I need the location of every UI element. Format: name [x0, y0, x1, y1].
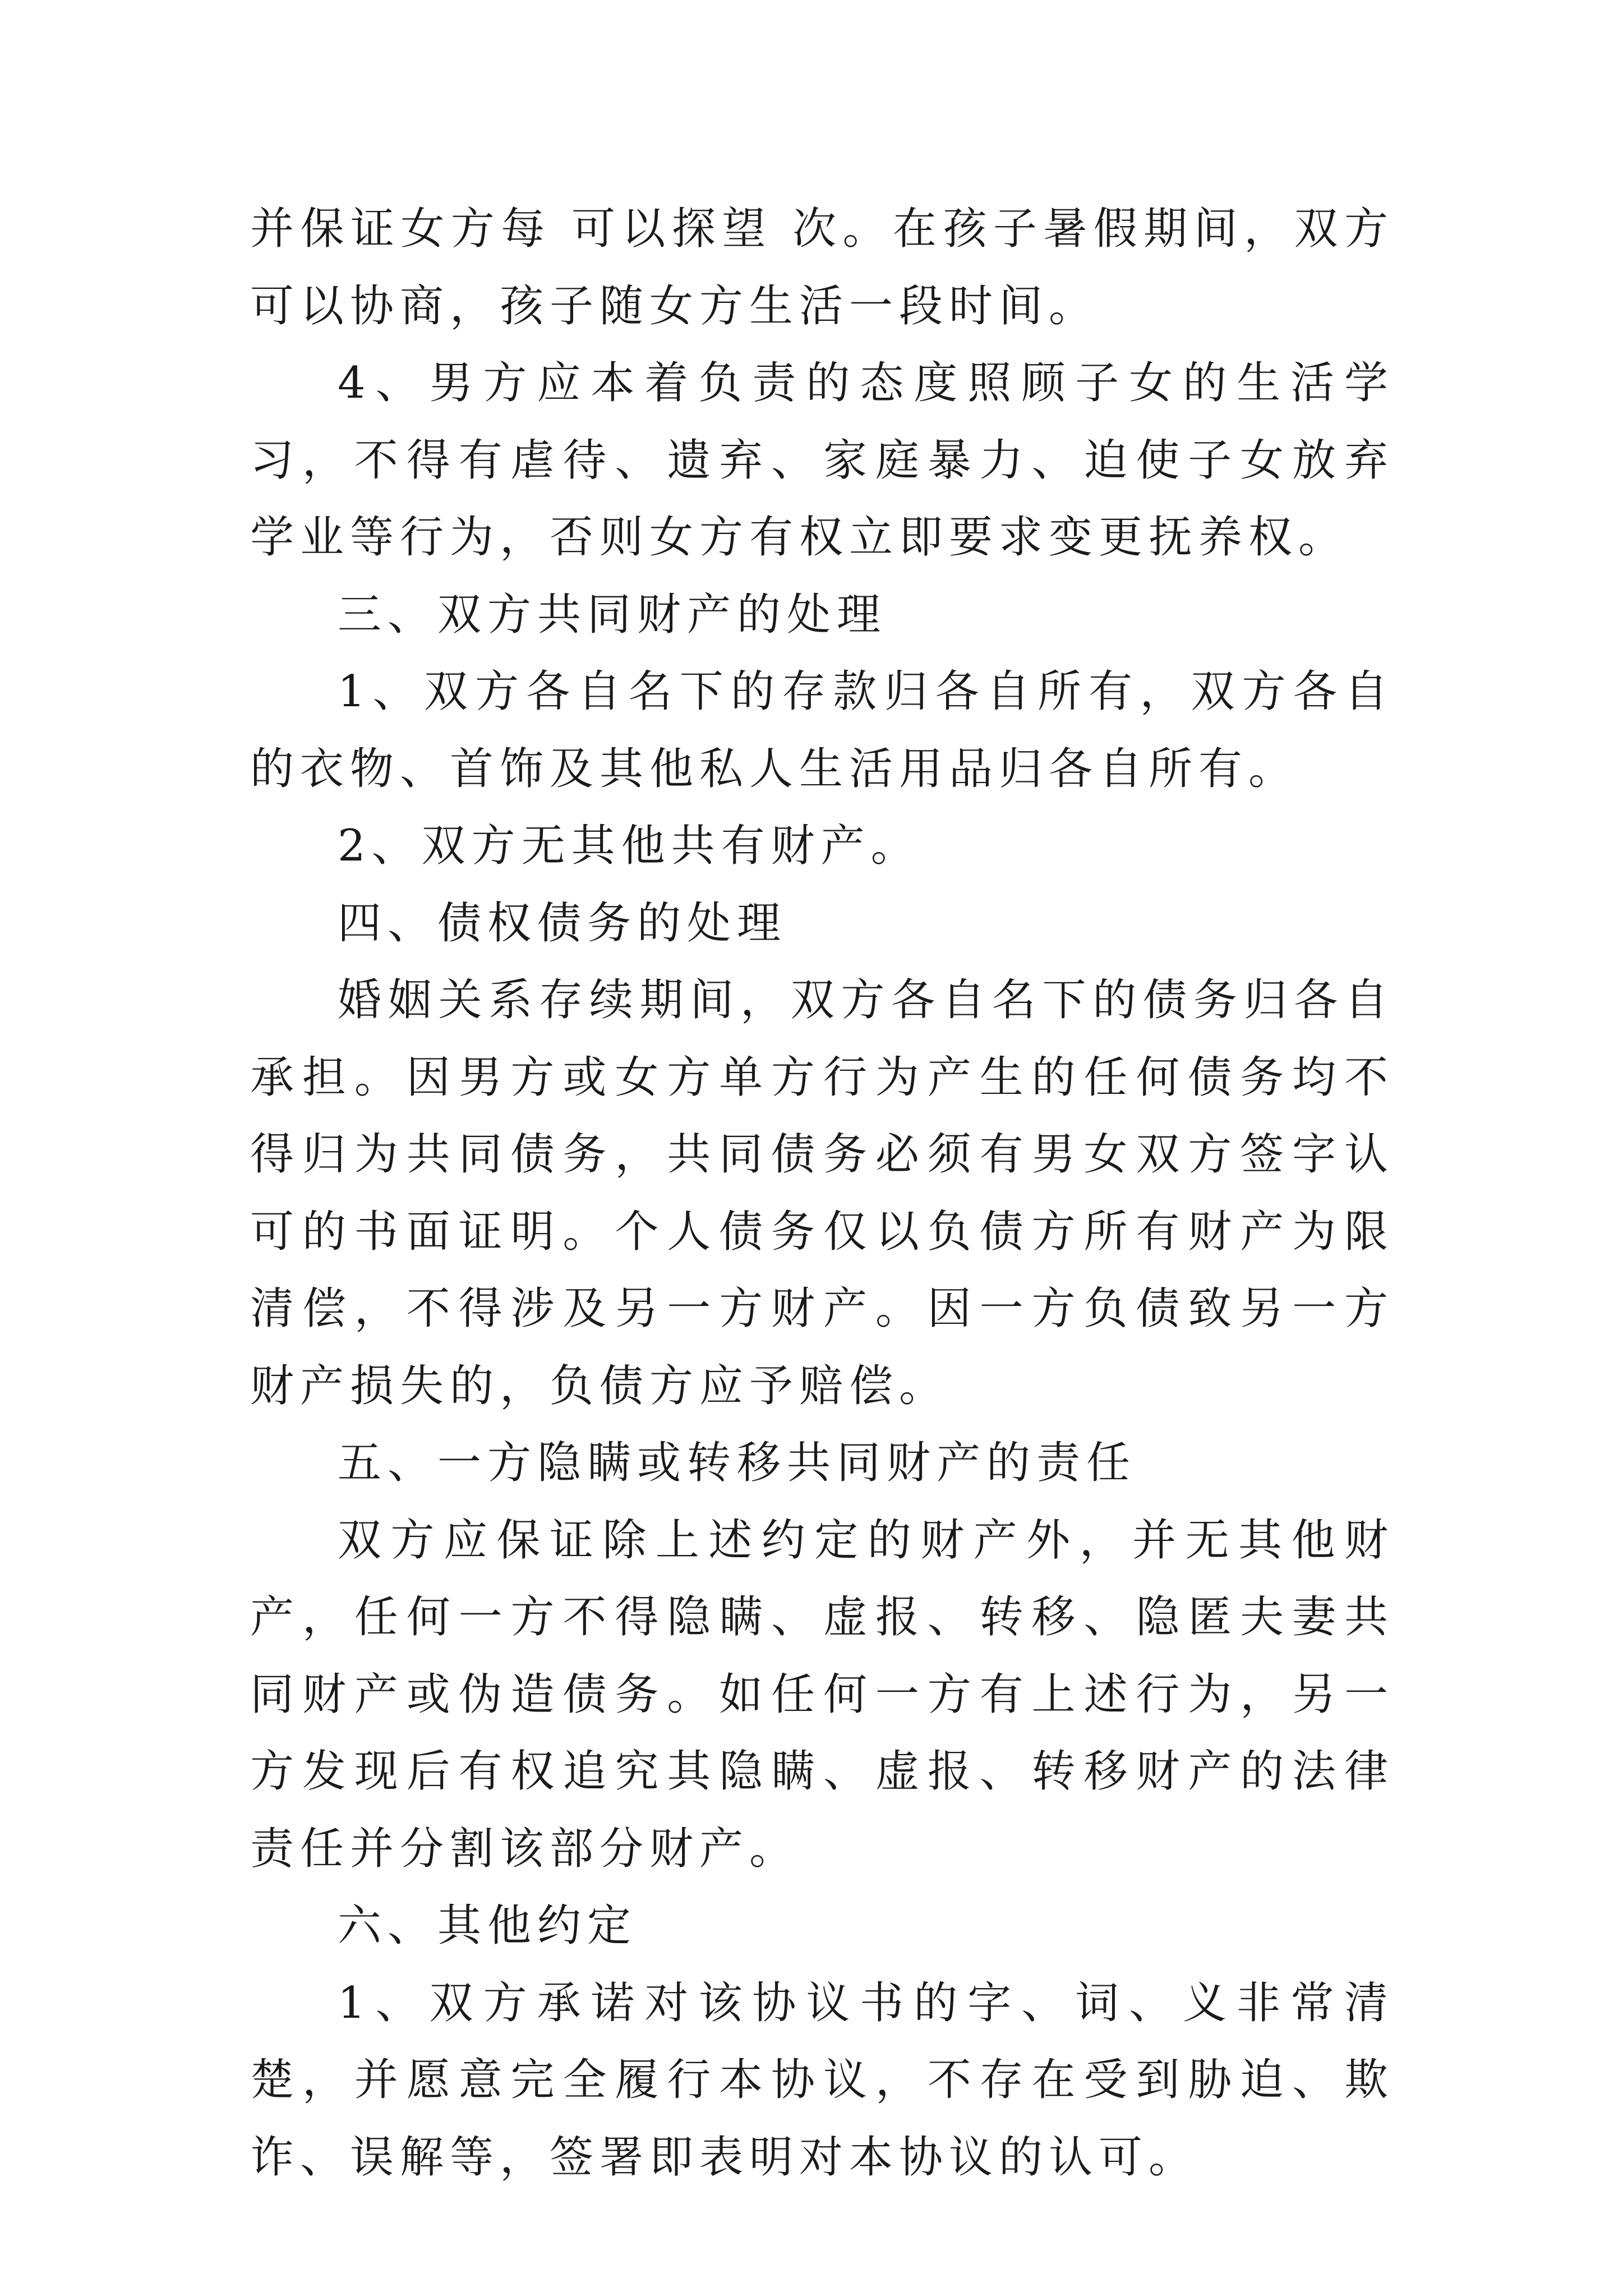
paragraph: 1、双方各自名下的存款归各自所有，双方各自的衣物、首饰及其他私人生活用品归各自所有。: [250, 666, 1394, 794]
paragraph: 并保证女方每 可以探望 次。在孩子暑假期间，双方可以协商，孩子随女方生活一段时间。: [250, 204, 1394, 332]
paragraph: 双方应保证除上述约定的财产外，并无其他财产，任何一方不得隐瞒、虚报、转移、隐匿夫妻共同财产或伪造债务。如任何一方有上述行为，另一方发现后有权追究其隐瞒、虚报、转移财产的法律责任并分割该部分财产。: [250, 1515, 1394, 1874]
paragraph: 2、双方无其他共有财产。: [338, 821, 921, 871]
section-heading: 五、一方隐瞒或转移共同财产的责任: [338, 1438, 1137, 1488]
paragraph: 4、男方应本着负责的态度照顾子女的生活学习，不得有虐待、遗弃、家庭暴力、迫使子女放弃学业等行为，否则女方有权立即要求变更抚养权。: [250, 358, 1394, 563]
document-body: [250, 191, 1394, 2196]
section-heading: 三、双方共同财产的处理: [338, 589, 887, 640]
paragraph: 1、双方承诺对该协议书的字、词、义非常清楚，并愿意完全履行本协议，不存在受到胁迫、欺诈、误解等，签署即表明对本协议的认可。: [250, 1977, 1394, 2183]
section-heading: 六、其他约定: [338, 1901, 638, 1951]
section-heading: 四、债权债务的处理: [338, 898, 787, 949]
paragraph: 婚姻关系存续期间，双方各自名下的债务归各自承担。因男方或女方单方行为产生的任何债务均不得归为共同债务，共同债务必须有男女双方签字认可的书面证明。个人债务仅以负债方所有财产为限清偿，不得涉及另一方财产。因一方负债致另一方财产损失的，负债方应予赔偿。: [250, 975, 1394, 1411]
